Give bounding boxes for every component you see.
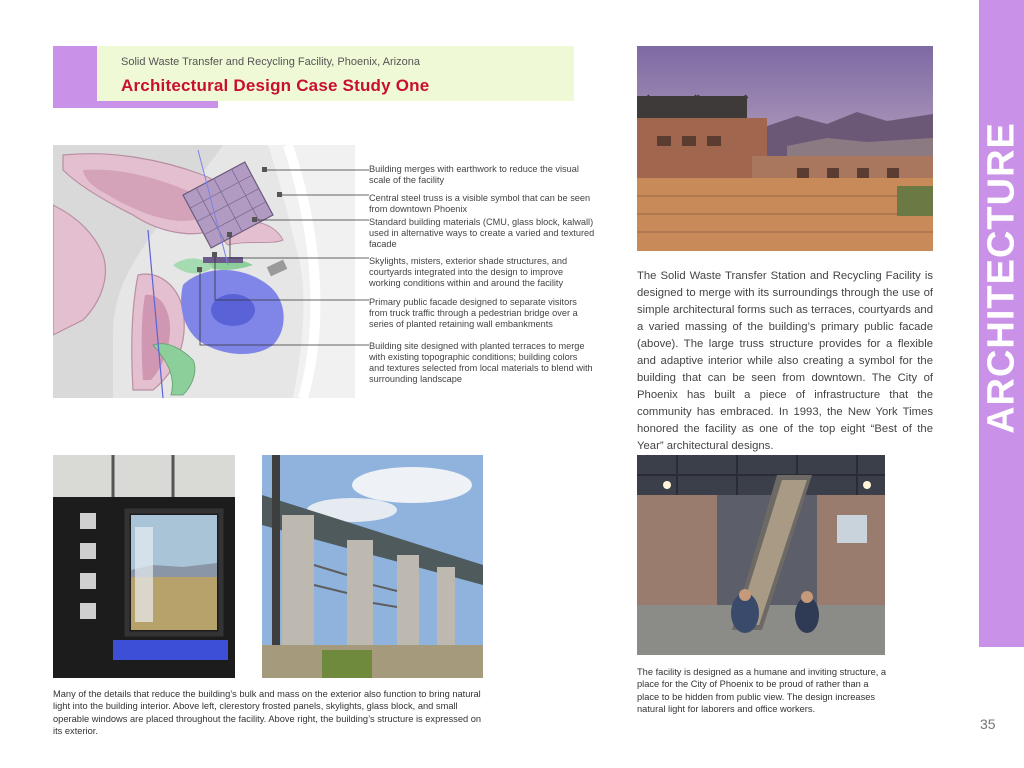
callout-site-terraces: Building site designed with planted terraces to merge with existing topographic conditions; building colors and textures selected from local materials to blend with surrounding landscape xyxy=(369,341,593,384)
photo-interior-sorting xyxy=(637,455,885,655)
callout-skylights: Skylights, misters, exterior shade structures, and courtyards integrated into the design to improve working conditions within and around the facility xyxy=(369,256,568,288)
callout-public-facade: Primary public facade designed to separate visitors from truck traffic through a pedestrian bridge over a series of planted retaining wall embankments xyxy=(369,297,578,329)
callout-materials: Standard building materials (CMU, glass block, kalwall) used in alternative ways to create a varied and textured facade xyxy=(369,217,595,249)
callout-earthwork: Building merges with earthwork to reduce the visual scale of the facility xyxy=(369,164,579,185)
caption-left: Many of the details that reduce the building’s bulk and mass on the exterior also function to bring natural light into the building interior. Above left, clerestory frosted panels, skylights, glass block, and small operable windows are placed throughout the facility. Above right, the building’s structure is expressed on its exterior. xyxy=(53,689,482,737)
photo-exterior-structure xyxy=(262,455,483,678)
body-paragraph: The Solid Waste Transfer Station and Recycling Facility is designed to merge with its surroundings through the use of simple architectural forms such as terraces, courtyards and a varied massing of the building’s primary public facade (above). The large truss structure provides for a flexible and adaptive interior while also creating a symbol for the building that can be seen from downtown. The City of Phoenix has built a piece of infrastructure that the community has embraced. In 1993, the New York Times honored the facility as one of the top eight “Best of the Year” architectural designs. xyxy=(637,270,933,452)
callout-steel-truss: Central steel truss is a visible symbol that can be seen from downtown Phoenix xyxy=(369,193,591,214)
page-title: Architectural Design Case Study One xyxy=(121,76,430,95)
page-subtitle: Solid Waste Transfer and Recycling Facility, Phoenix, Arizona xyxy=(121,56,420,68)
section-tab-label: ARCHITECTURE xyxy=(980,122,1022,434)
callout-leader-lines xyxy=(190,145,380,355)
photo-exterior-facade xyxy=(637,46,933,251)
section-tab-label-wrap xyxy=(979,0,1024,647)
caption-right: The facility is designed as a humane and inviting structure, a place for the City of Phoenix to be proud of rather than a place to be hidden from public view. The design increases natural light for laborers and office workers. xyxy=(637,667,887,715)
photo-interior-window xyxy=(53,455,235,678)
page-number: 35 xyxy=(980,716,996,732)
